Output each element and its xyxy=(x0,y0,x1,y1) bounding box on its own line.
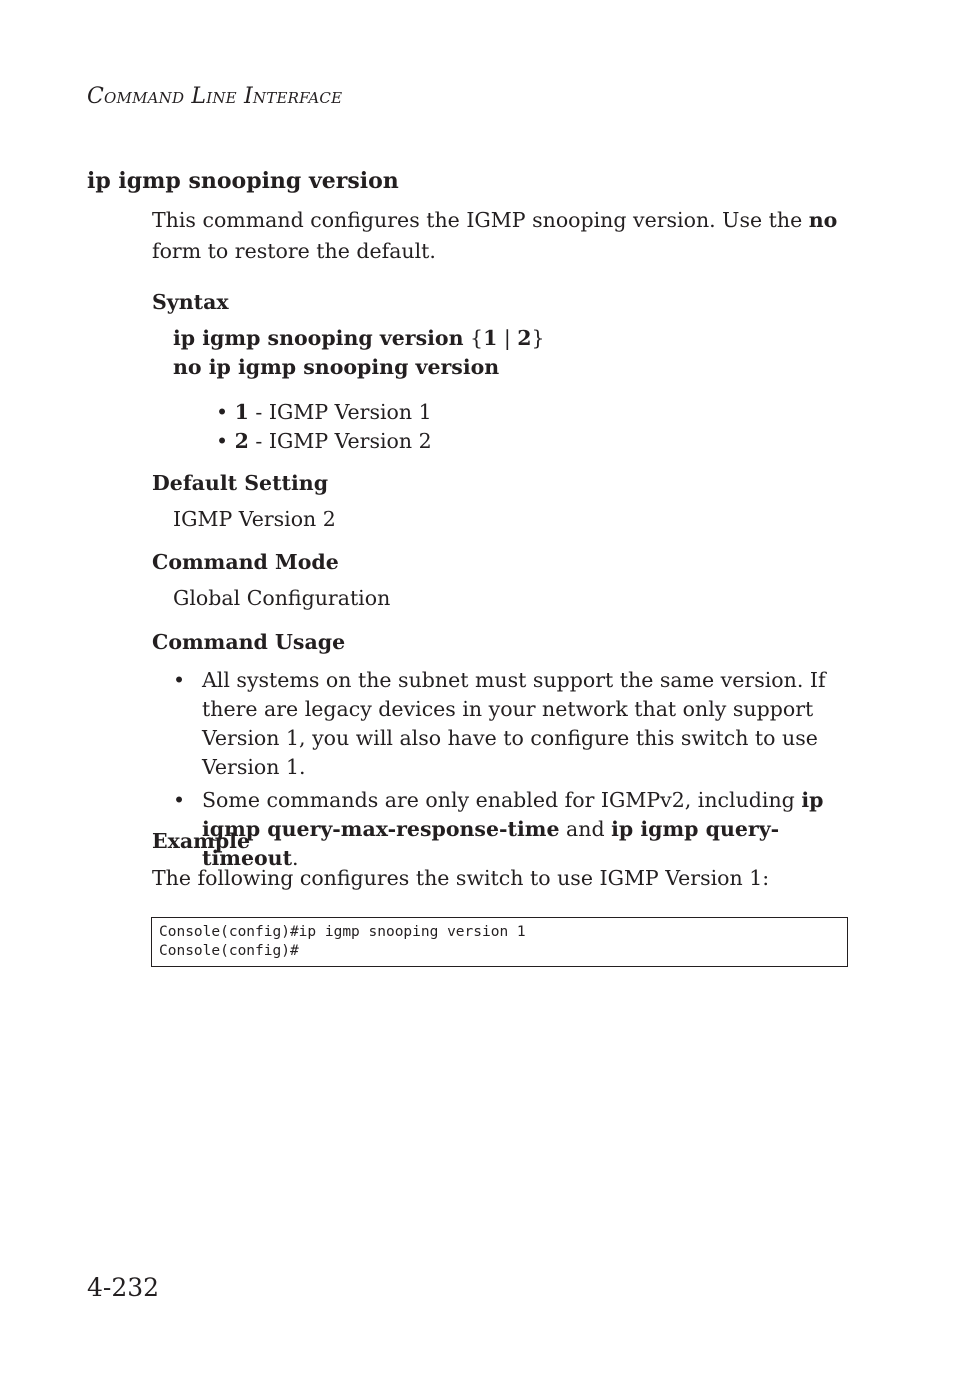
syntax-line-1 xyxy=(173,326,545,350)
usage-text-start: Some commands are only enabled for IGMPv2, including xyxy=(202,788,802,812)
syntax-separator: | xyxy=(497,326,518,350)
command-mode-value: Global Configuration xyxy=(173,586,391,610)
code-line: Console(config)# xyxy=(159,943,299,959)
param-description: - IGMP Version 1 xyxy=(248,400,432,424)
syntax-close-brace: } xyxy=(531,326,545,350)
default-setting-heading: Default Setting xyxy=(152,471,329,495)
parameter-list xyxy=(216,398,432,456)
bullet-icon: • xyxy=(173,788,186,812)
syntax-open-brace: { xyxy=(463,326,484,350)
page-number: 4-232 xyxy=(87,1273,160,1302)
usage-list xyxy=(173,666,853,877)
default-setting-value: IGMP Version 2 xyxy=(173,507,336,531)
example-intro: The following configures the switch to use IGMP Version 1: xyxy=(152,866,770,890)
code-example-box xyxy=(151,917,848,967)
command-usage-heading: Command Usage xyxy=(152,630,346,654)
code-line: Console(config)#ip igmp snooping version 1 xyxy=(159,924,526,940)
command-mode-heading: Command Mode xyxy=(152,550,339,574)
usage-text-mid: and xyxy=(559,817,612,841)
syntax-option-1: 1 xyxy=(483,326,498,350)
bullet-icon: • xyxy=(173,668,186,692)
syntax-option-2: 2 xyxy=(517,326,532,350)
command-description xyxy=(152,205,852,267)
list-item xyxy=(173,666,853,782)
running-header: Command Line Interface xyxy=(87,84,343,109)
description-no-keyword: no xyxy=(808,208,838,232)
example-heading: Example xyxy=(152,829,250,853)
usage-text-end: . xyxy=(292,846,299,870)
bullet-icon: • xyxy=(216,400,229,424)
description-text-start: This command configures the IGMP snooping version. Use the xyxy=(152,208,809,232)
param-description: - IGMP Version 2 xyxy=(248,429,432,453)
syntax-heading: Syntax xyxy=(152,290,229,314)
syntax-line-2: no ip igmp snooping version xyxy=(173,355,500,379)
description-text-end: form to restore the default. xyxy=(152,239,436,263)
param-value: 1 xyxy=(234,400,249,424)
param-value: 2 xyxy=(234,429,249,453)
bullet-icon: • xyxy=(216,429,229,453)
usage-command-2: ip igmp query-timeout xyxy=(202,817,780,870)
list-item xyxy=(216,427,432,456)
usage-text: All systems on the subnet must support the same version. If there are legacy devices in your network that only support Version 1, you will also have to configure this switch to use Version 1. xyxy=(202,668,826,779)
syntax-command: ip igmp snooping version xyxy=(173,326,464,350)
list-item xyxy=(173,786,853,873)
command-title: ip igmp snooping version xyxy=(87,168,399,194)
list-item xyxy=(216,398,432,427)
usage-command-1: ip igmp query-max-response-time xyxy=(202,788,824,841)
